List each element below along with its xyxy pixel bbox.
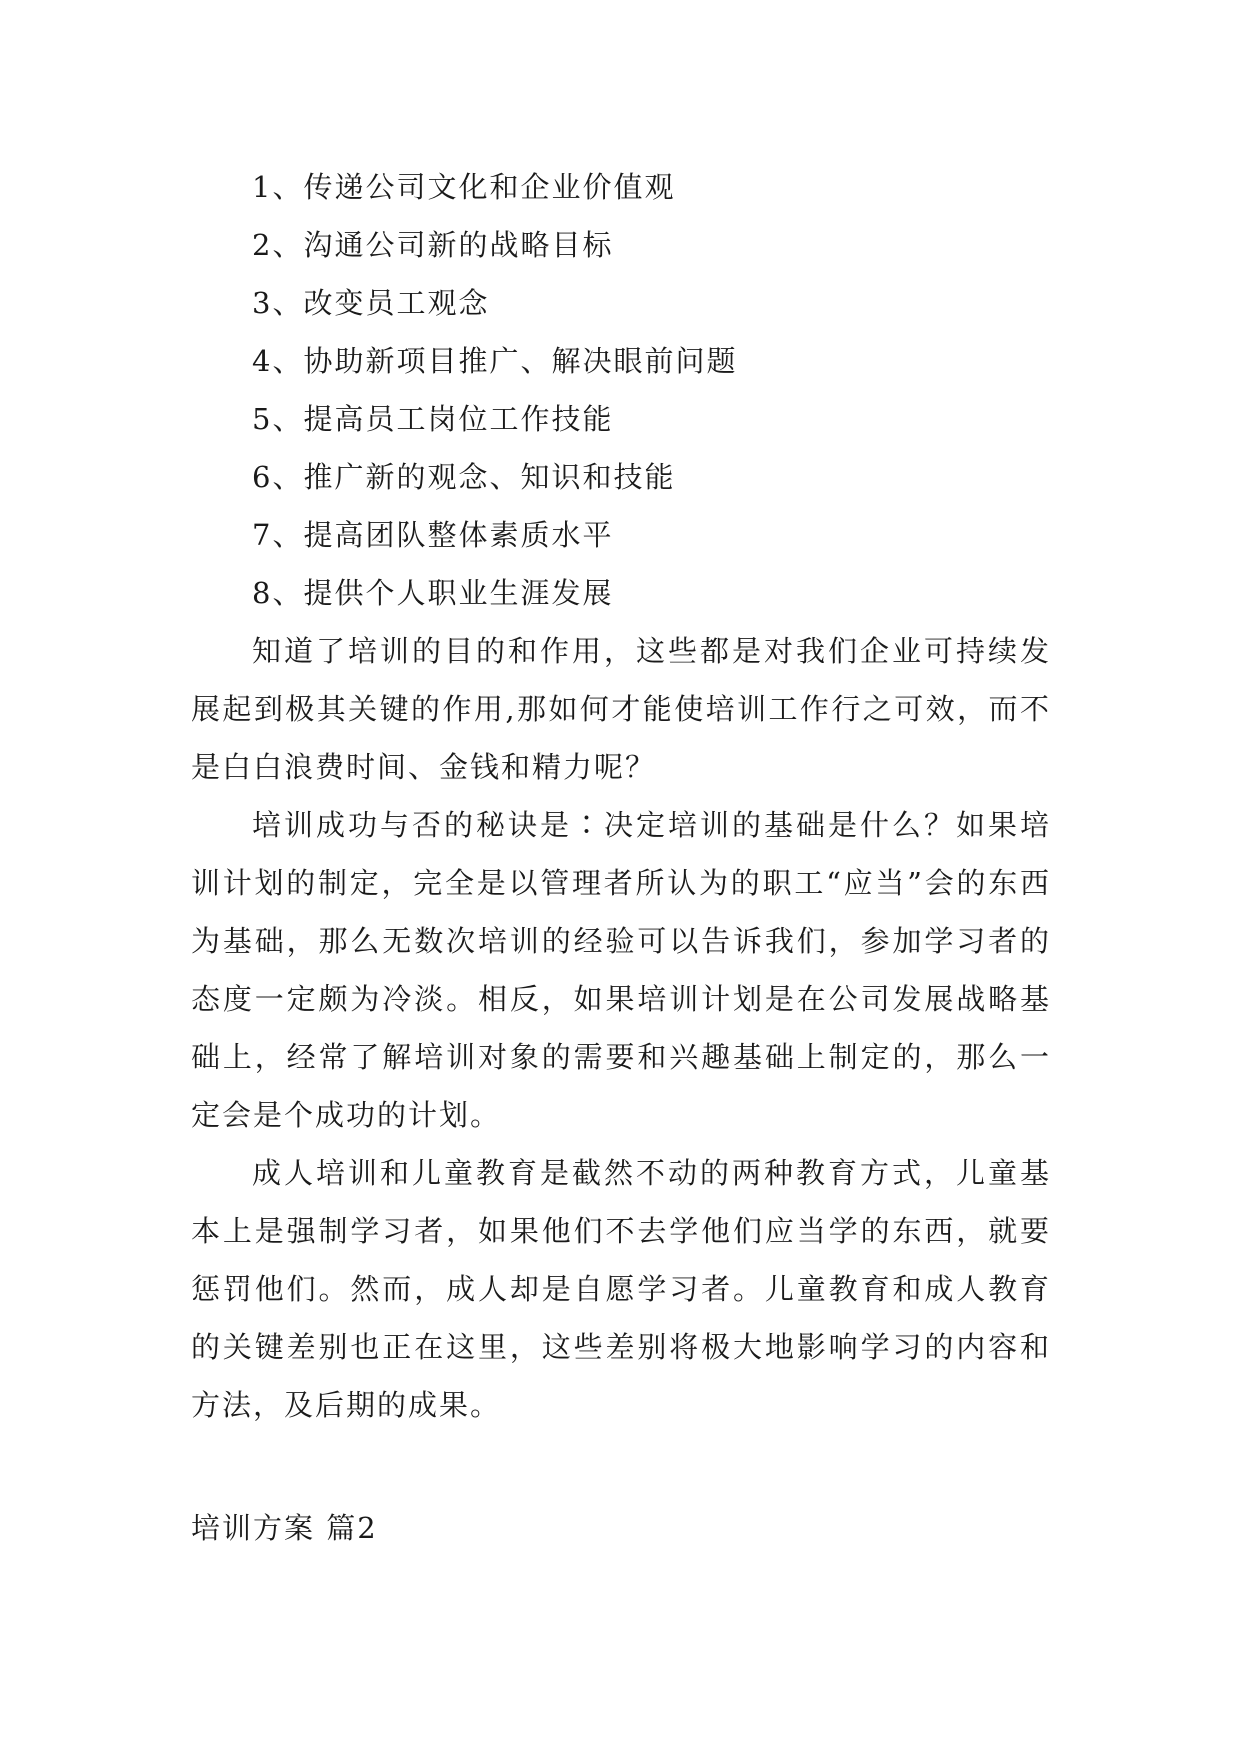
list-item: 3、改变员工观念 — [252, 286, 490, 320]
list-item: 4、协助新项目推广、解决眼前问题 — [252, 344, 738, 378]
section-heading: 培训方案 篇2 — [191, 1511, 378, 1545]
list-item: 2、沟通公司新的战略目标 — [252, 228, 614, 262]
list-item: 7、提高团队整体素质水平 — [252, 518, 614, 552]
list-item: 1、传递公司文化和企业价值观 — [252, 170, 676, 204]
paragraph: 培训成功与否的秘诀是∶决定培训的基础是什么？如果培训计划的制定，完全是以管理者所认为的职工“应当”会的东西为基础，那么无数次培训的经验可以告诉我们，参加学习者的态度一定颇为冷淡。相反，如果培训计划是在公司发展战略基础上，经常了解培训对象的需要和兴趣基础上制定的，那么一定会是个成功的计划。 — [191, 808, 1051, 1132]
paragraph: 成人培训和儿童教育是截然不动的两种教育方式，儿童基本上是强制学习者，如果他们不去学他们应当学的东西，就要惩罚他们。然而，成人却是自愿学习者。儿童教育和成人教育的关键差别也正在这里，这些差别将极大地影响学习的内容和方法，及后期的成果。 — [191, 1156, 1051, 1422]
list-item: 5、提高员工岗位工作技能 — [252, 402, 614, 436]
list-item: 6、推广新的观念、知识和技能 — [252, 460, 676, 494]
list-item: 8、提供个人职业生涯发展 — [252, 576, 614, 610]
paragraph: 知道了培训的目的和作用，这些都是对我们企业可持续发展起到极其关键的作用,那如何才能使培训工作行之可效，而不是白白浪费时间、金钱和精力呢？ — [191, 634, 1051, 784]
body-text — [191, 622, 1051, 1434]
training-goals-list — [252, 158, 737, 622]
